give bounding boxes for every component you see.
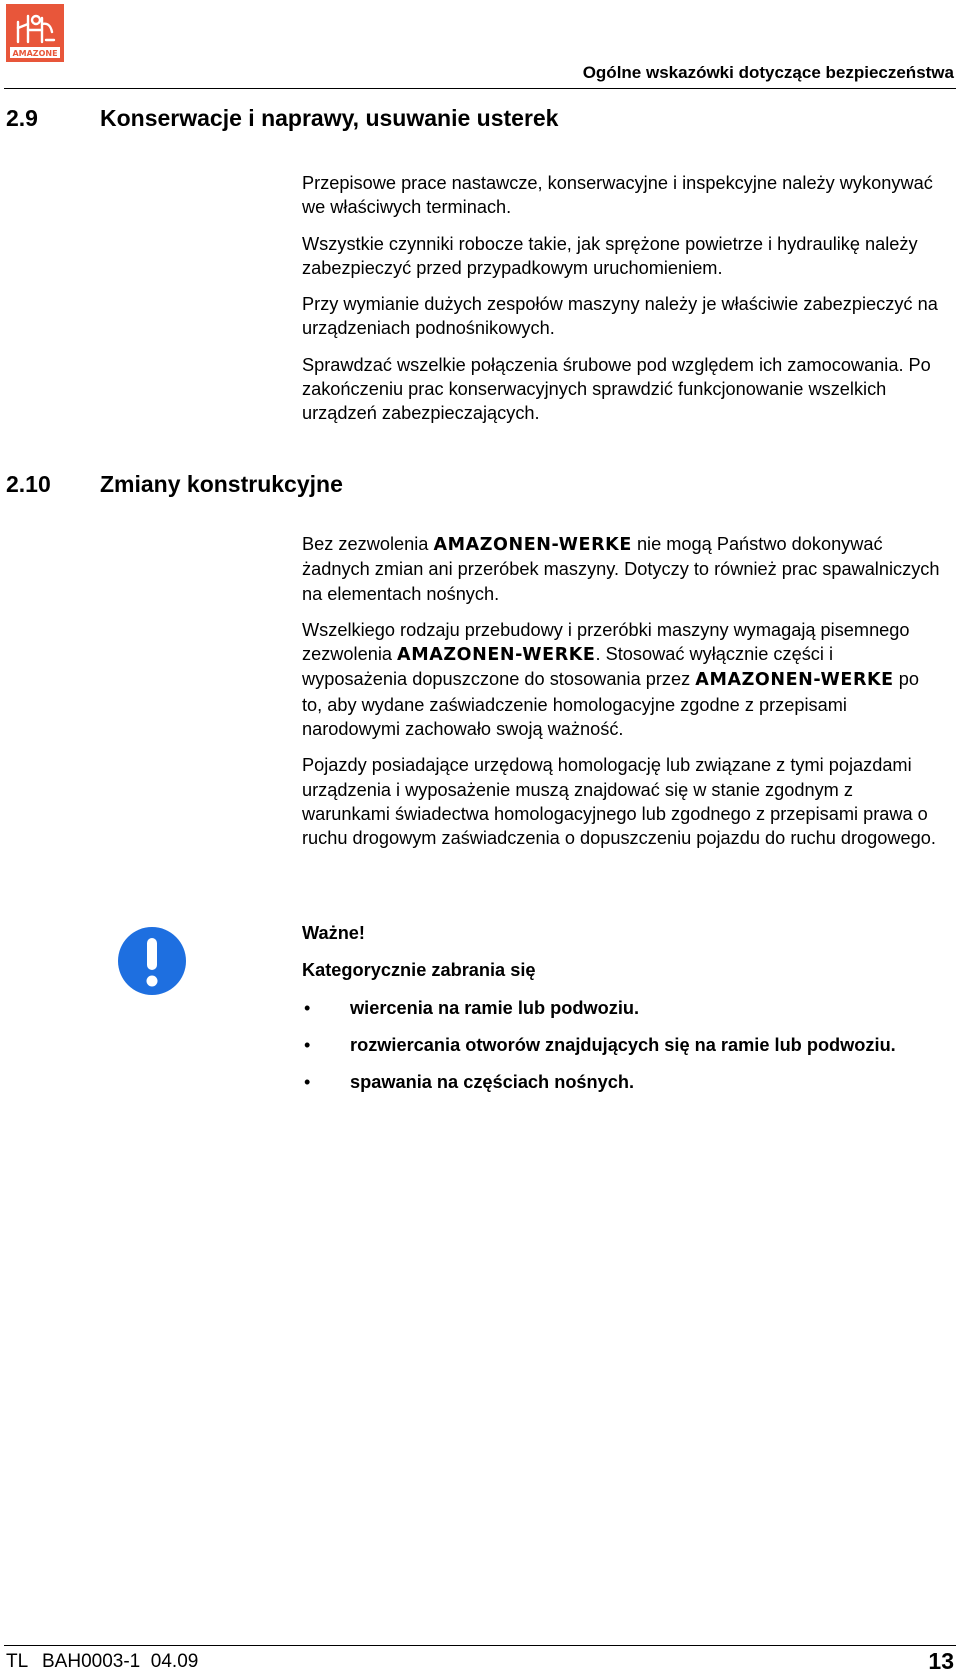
paragraph — [302, 618, 942, 741]
list-item-text: wiercenia na ramie lub podwoziu. — [350, 997, 640, 1018]
header-divider — [4, 88, 956, 89]
section-heading-2-10 — [6, 471, 343, 498]
paragraph: Przepisowe prace nastawcze, konserwacyjne i inspekcyjne należy wykonywać we właściwych terminach. — [302, 173, 933, 218]
list-item-text: spawania na częściach nośnych. — [350, 1072, 635, 1093]
section-title: Konserwacje i naprawy, usuwanie usterek — [100, 105, 559, 131]
text-run: . Stosować wyłącznie części i wyposażenia dopuszczone do stosowania przez — [302, 644, 834, 690]
paragraph — [302, 532, 942, 606]
section-heading-2-9 — [6, 105, 558, 132]
paragraph: Przy wymianie dużych zespołów maszyny należy je właściwie zabezpieczyć na urządzeniach podnośnikowych. — [302, 294, 938, 339]
important-note — [302, 921, 942, 1107]
list-item-text: rozwiercania otworów znajdujących się na ramie lub podwoziu. — [350, 1034, 896, 1055]
text-run: po to, aby wydane zaświadczenie homologacyjne zgodne z przepisami narodowymi zachowało swoją ważność. — [302, 669, 920, 740]
footer-doc-id — [6, 1651, 198, 1673]
section-number: 2.9 — [6, 105, 38, 131]
doc-prefix: TL — [6, 1651, 29, 1672]
page-number: 13 — [928, 1648, 954, 1674]
paragraph: Sprawdzać wszelkie połączenia śrubowe pod względem ich zamocowania. Po zakończeniu prac konserwacyjnych sprawdzić funkcjonowanie wszelkich urządzeń zabezpieczających. — [302, 354, 931, 424]
section-2-10-body — [302, 532, 942, 863]
section-number: 2.10 — [6, 471, 51, 497]
note-label: Ważne! — [302, 923, 365, 943]
paragraph: Pojazdy posiadające urzędową homologację lub związane z tymi pojazdami urządzenia i wyposażenie muszą znajdować się w stanie zgodnym z warunkami świadectwa homologacyjnego lub zgodnego z przepisami prawa o ruchu drogowym zaświadczenia o dopuszczeniu pojazdu do ruchu drogowego. — [302, 755, 936, 849]
footer-divider — [4, 1645, 956, 1646]
bullet: • — [304, 1034, 311, 1055]
amazone-logo — [6, 4, 64, 62]
section-2-9-body — [302, 171, 942, 438]
text-run: Wszelkiego rodzaju przebudowy i przeróbki maszyny wymagają pisemnego zezwolenia — [302, 619, 910, 665]
list-item — [302, 996, 942, 1020]
bullet: • — [304, 997, 311, 1018]
running-header-title: Ogólne wskazówki dotyczące bezpieczeństwa — [582, 63, 954, 82]
prohibited-list — [302, 996, 942, 1095]
text-run: nie mogą Państwo dokonywać żadnych zmian ani przeróbek maszyny. Dotyczy to również prac spawalniczych na elementach nośnych. — [302, 534, 940, 604]
brand-name: AMAZONEN-WERKE — [695, 670, 894, 691]
brand-name: AMAZONEN-WERKE — [433, 535, 632, 555]
bullet: • — [304, 1072, 311, 1093]
section-title: Zmiany konstrukcyjne — [100, 471, 343, 497]
doc-code: BAH0003-1 04.09 — [42, 1651, 199, 1672]
list-item — [302, 1070, 942, 1094]
list-item — [302, 1033, 942, 1057]
paragraph: Wszystkie czynniki robocze takie, jak sprężone powietrze i hydraulikę należy zabezpieczyć przed przypadkowym uruchomieniem. — [302, 233, 918, 278]
text-run: Bez zezwolenia — [302, 534, 434, 554]
exclamation-circle-icon — [117, 926, 187, 996]
logo-text: AMAZONE — [12, 49, 58, 58]
note-lead: Kategorycznie zabrania się — [302, 960, 536, 981]
brand-name: AMAZONEN-WERKE — [397, 645, 596, 666]
